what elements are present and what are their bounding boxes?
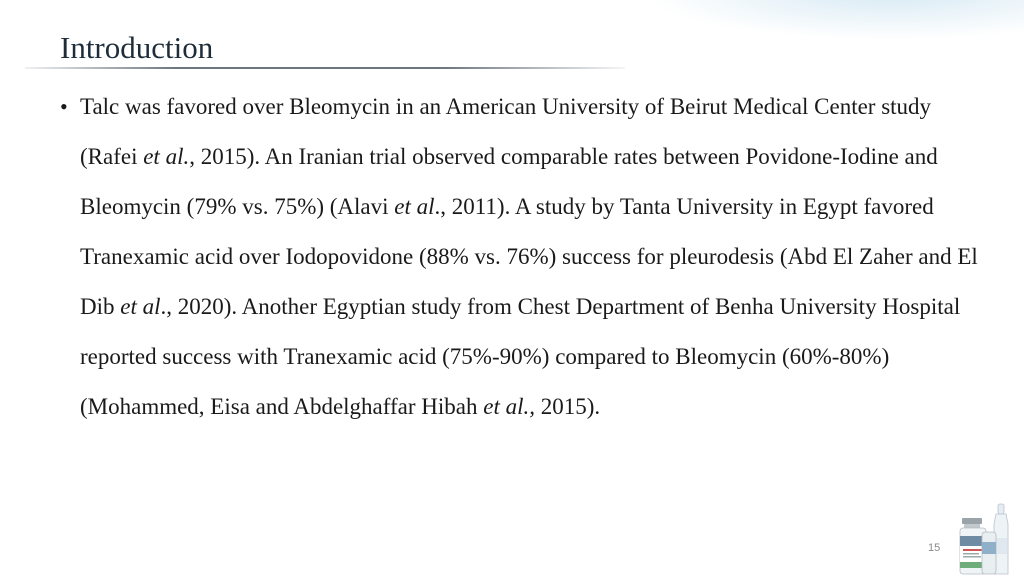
text-run: ., 2020). Another Egyptian study from Chest Department of Benha University Hospital reported success with Tranexamic acid (75%-90%) compared to Bleomycin (60%-80%) (Mohammed, Eisa and Abdelghaffar Hibah bbox=[80, 294, 961, 419]
decorative-glow bbox=[640, 0, 1024, 40]
text-run: Talc was favored over Bleomycin in an American University of Beirut Medical Center study (Rafei bbox=[80, 94, 932, 169]
medicine-vials-icon bbox=[952, 498, 1024, 576]
text-run: ., 2011). A study by Tanta University in Egypt favored Tranexamic acid over Iodopovidone (88% vs. 76%) success for pleurodesis (Abd El Zaher and El Dib bbox=[80, 194, 978, 319]
page-number: 15 bbox=[928, 542, 941, 554]
bullet-text bbox=[80, 82, 980, 432]
citation-italic: et al bbox=[394, 194, 435, 219]
citation-italic: et al. bbox=[143, 144, 190, 169]
title-underline bbox=[25, 67, 625, 69]
citation-italic: et al bbox=[120, 294, 161, 319]
text-run: , 2015). An Iranian trial observed comparable rates between Povidone-Iodine and Bleomycin (79% vs. 75%) (Alavi bbox=[80, 144, 938, 219]
text-run: 2015). bbox=[535, 394, 601, 419]
slide-title: Introduction bbox=[60, 30, 214, 65]
bullet-glyph: • bbox=[60, 94, 68, 119]
citation-italic: et al., bbox=[483, 394, 535, 419]
